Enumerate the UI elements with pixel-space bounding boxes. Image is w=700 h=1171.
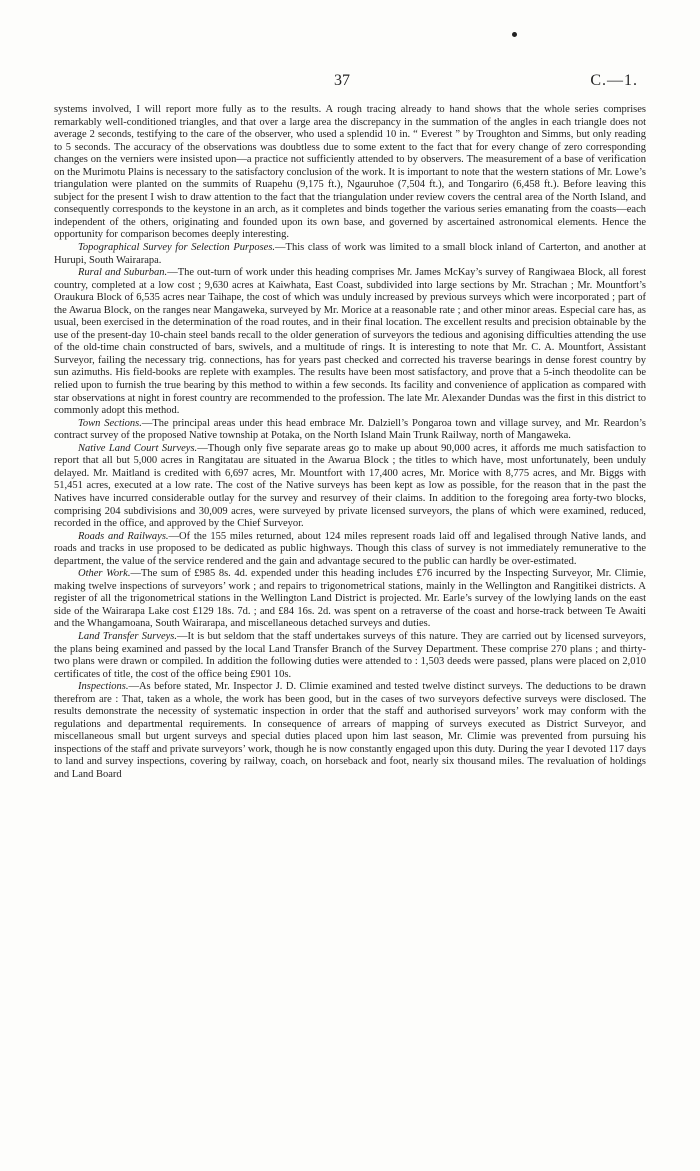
paragraph-heading: Native Land Court Surveys. xyxy=(78,442,198,454)
paragraph-native-land-court xyxy=(54,443,646,531)
paragraph-land-transfer xyxy=(54,631,646,681)
page-header xyxy=(0,72,700,94)
paragraph-other-work xyxy=(54,568,646,631)
paragraph-heading: Inspections. xyxy=(78,681,129,693)
paragraph-text: —The out-turn of work under this heading comprises Mr. James McKay’s survey of Rangiwaea Block, all forest country, completed at a low cost ; 9,630 acres at Kaiwhata, East Coast, subdivided into large sections by Mr. Strachan ; Mr. Mountfort’s Oraukura Block of 6,535 acres near Taihape, the cost of which was unduly increased by previous surveys which were incorporated ; part of the Awarua Block, on the ranges near Mangaweka, surveyed by Mr. Morice at a reasonable rate ; and other minor areas. Especial care has, as usual, been exercised in the determination of the road routes, and in their final location. The excellent results and precision obtainable by the use of the present-day 10-chain steel bands recall to the older generation of surveyors the tedious and agonising difficulties attending the use of the old-time chain constructed of bars, swivels, and a multitude of rings. It is interesting to note that Mr. C. A. Mountfort, Assistant Surveyor, failing the necessary trig. connections, has for years past checked and corrected his traverse bearings in dense forest country by sun azimuths. His field-books are replete with examples. The results have been most satisfactory, and prove that a 5-inch theodolite can be relied upon to furnish the true bearing by this method to within a few seconds. Its facility and convenience of application as compared with star observations at night in forest country are recommended to the profession. The late Mr. Alexander Dundas was the first in this district to commonly adopt this method. xyxy=(54,267,646,417)
paragraph-text: —The sum of £985 8s. 4d. expended under this heading includes £76 incurred by the Inspecting Surveyor, Mr. Climie, making twelve inspections of surveyors’ work ; and repairs to trigonometrical stations, mainly in the Wellington and Rangitikei districts. A register of all the trigonometrical stations in the Wellington Land District is projected. Mr. Earle’s survey of the lowlying lands on the east side of the Wairarapa Lake cost £129 18s. 7d. ; and £84 16s. 2d. was spent on a retraverse of the coast and horse-track between Te Awaiti and the Whangamoana, South Wairarapa, and miscellaneous detached surveys and duties. xyxy=(54,568,647,630)
paragraph-text: —The principal areas under this head embrace Mr. Dalziell’s Pongaroa town and village survey, and Mr. Reardon’s contract survey of the proposed Native township at Potaka, on the North Island Main Trunk Railway, north of Mangaweka. xyxy=(54,417,647,442)
paragraph-heading: Land Transfer Surveys. xyxy=(78,630,178,642)
paragraph-continuation xyxy=(54,104,646,242)
paragraph-rural-suburban xyxy=(54,267,646,418)
ink-speck xyxy=(512,32,517,37)
paragraph-roads-railways xyxy=(54,531,646,569)
paragraph-text: —As before stated, Mr. Inspector J. D. Climie examined and tested twelve distinct surveys. The deductions to be drawn therefrom are : That, taken as a whole, the work has been good, but in the cases of two surveyors defective surveys were disclosed. The results demonstrate the necessity of systematic inspection in order that the staff and authorised surveyors’ work may conform with the regulations and departmental requirements. In consequence of arrears of mapping of surveys executed as District Surveyor, and miscellaneous small but urgent surveys and special duties placed upon him last season, Mr. Climie was prevented from pursuing his inspections of the staff and private surveyors’ work, though he is now constantly engaged upon this duty. During the year I devoted 117 days to land and survey inspections, covering by railway, coach, on horseback and foot, nearly six thousand miles. The revaluation of holdings and Land Board xyxy=(54,681,646,780)
paragraph-heading: Other Work. xyxy=(78,568,131,580)
paragraph-text: systems involved, I will report more fully as to the results. A rough tracing already to hand shows that the whole series comprises remarkably well-conditioned triangles, and that over a large area the discrepancy in the summation of the angles in each triangle does not average 2 seconds, testifying to the care of the observer, who used a splendid 10 in. “ Everest ” by Troughton and Simms, but only reading to 5 seconds. The accuracy of the observations was doubtless due to some extent to the fact that for every change of zero corresponding changes on the verniers were insisted upon—a practice not sufficiently attended to by observers. The measurement of a base of verification on the Murimotu Plains is necessary to the satisfactory conclusion of the work. It is important to note that the western stations of Mr. Lowe’s triangulation were planted on the summits of Ruapehu (9,175 ft.), Ngauruhoe (7,504 ft.), and Tongariro (6,458 ft.). Before leaving this subject for the present I wish to draw attention to the fact that the triangulation under review covers the central area of the North Island, and consequently corresponds to the keystone in an arch, as it completes and binds together the various series emanating from the coasts—each independent of the others, originating and founded upon its own base, and governed by ascertained astronomical elements. Hence the opportunity for comparison becomes deeply interesting. xyxy=(54,104,646,241)
paragraph-text: —It is but seldom that the staff undertakes surveys of this nature. They are carried out by licensed surveyors, the plans being examined and passed by the local Land Transfer Branch of the Survey Department. These comprise 270 plans ; and thirty-two plans were drawn or compiled. In addition the following duties were attended to : 1,503 deeds were passed, plans were placed on 2,010 certificates of title, the cost of the office being £901 10s. xyxy=(54,630,647,680)
paragraph-heading: Town Sections. xyxy=(78,417,142,429)
paragraph-heading: Topographical Survey for Selection Purposes. xyxy=(78,242,276,254)
paragraph-inspections xyxy=(54,681,646,781)
page-number: 37 xyxy=(334,72,350,89)
paragraph-town-sections xyxy=(54,418,646,443)
paragraph-text: —Of the 155 miles returned, about 124 miles represent roads laid off and legalised through Native lands, and roads and tracks in use proposed to be dedicated as public highways. Though this class of survey is not immediately remunerative to the department, the value of the service rendered and the gain and advantage secured to the public can hardly be over-estimated. xyxy=(54,530,647,567)
paragraph-topographical-survey xyxy=(54,242,646,267)
paragraph-text: —Though only five separate areas go to make up about 90,000 acres, it affords me much satisfaction to report that all but 5,000 acres in Rangitatau are situated in the Awarua Block ; the titles to which have, most unfortunately, been unduly delayed. Mr. Maitland is credited with 6,697 acres, Mr. Mountfort with 17,400 acres, Mr. Morice with 8,775 acres, and Mr. Biggs with 51,451 acres, executed at a low rate. The cost of the Native surveys has been kept as low as possible, for the reason that in the past the Natives have incurred considerable outlay for the survey and resurvey of their claims. In addition to the foregoing area forty-two blocks, comprising 204 subdivisions and 30,009 acres, were surveyed by private licensed surveyors, the plans of which were examined, reduced, recorded in the office, and approved by the Chief Surveyor. xyxy=(54,442,646,530)
paragraph-heading: Rural and Suburban. xyxy=(78,267,168,279)
document-code: C.—1. xyxy=(590,72,638,89)
paragraph-heading: Roads and Railways. xyxy=(78,530,169,542)
body-text xyxy=(54,104,646,782)
paragraph-text: —This class of work was limited to a small block inland of Carterton, and another at Hurupi, South Wairarapa. xyxy=(54,242,647,266)
